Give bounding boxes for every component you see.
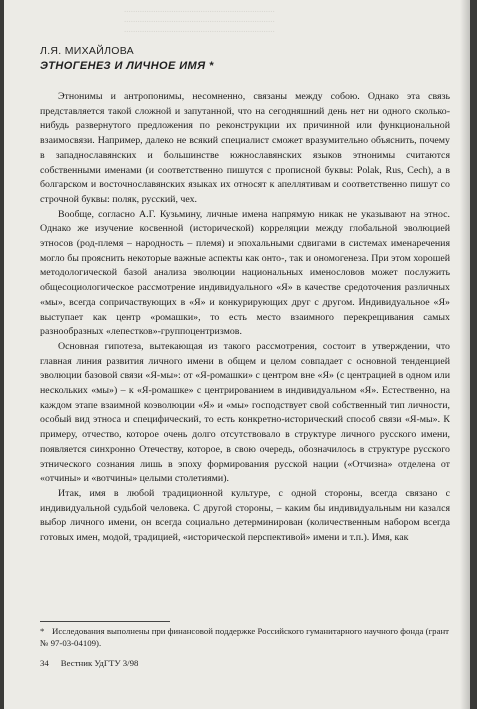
article-body [40,90,450,546]
article-title: ЭТНОГЕНЕЗ И ЛИЧНОЕ ИМЯ * [40,60,214,72]
paragraph: Этнонимы и антропонимы, несомненно, связаны между собою. Однако эта связь представляется такой сложной и запутанной, что на сегодняшний день нет ни одного сколько-нибудь развернутого предложения по реконструкции их причинной или функциональной взаимосвязи. Например, далеко не всякий специалист сможет вразумительно объяснить, почему в западнославянских и большинстве южнославянских языков этнонимы считаются собственными именами (и соответственно пишутся с прописной буквы: Polak, Rus, Cech), а в болгарском и восточнославянских языках их относят к апеллятивам и соответственно пишут со строчной буквы: поляк, русский, чех. [40,91,450,205]
footnote [40,625,450,649]
author-name: Л.Я. МИХАЙЛОВА [40,45,134,57]
paragraph: Вообще, согласно А.Г. Кузьмину, личные имена напрямую никак не указывают на этнос. Однако же изучение косвенной (исторической) корреляции между глобальной эволюцией этносов (род-племя – народность – племя) и эпохальными сдвигами в системах именаречения могло бы прояснить некоторые важные аспекты как онто-, так и ономогенеза. При этом хорошей методологической базой анализа эволюции национальных именословов может послужить общесоциологическое рассмотрение индивидуального «Я» в качестве средоточения различных «мы», всегда сопричаствующих в «Я» и конкурирующих друг с другом. Индивидуальное «Я» выступает как центр «ромашки», то есть место взаимного перекрещивания самых разнообразных «лепестков»-группоцентризмов. [40,208,450,338]
show-through-text: ................................................................... ................................................................... ................................................................... [124,4,275,34]
footnote-text: Исследования выполнены при финансовой поддержке Российского гуманитарного научного фонда (грант № 97-03-04109). [40,626,450,648]
paragraph: Итак, имя в любой традиционной культуре, с одной стороны, всегда связано с индивидуальной судьбой человека. С другой стороны, – каким бы индивидуальным ни казался выбор личного имени, он всегда социально детерминирован (количественным набором всегда готовых имен, модой, традицией, «исторической перспективой» имени и т.п.). Имя, как [40,487,450,544]
page-number: 34 [40,658,49,668]
footnote-marker: * [40,626,45,636]
footnote-divider [40,621,170,622]
page-footer [40,658,138,668]
paragraph: Основная гипотеза, вытекающая из такого рассмотрения, состоит в утверждении, что главная линия развития личного имени в общем и целом совпадает с основной тенденцией эволюции базовой связи «Я-мы»: от «Я-ромашки» с центром вне «Я» (с центрацией в одном или нескольких «мы») – к «Я-ромашке» с центрированием в индивидуальном «Я». Естественно, на каждом этапе взаимной коэволюции «Я» и «мы» господствует свой собственный тип личности, особый вид этноса и специфический, то есть конкретно-исторический способ связи «Я-мы». К примеру, отчество, которое очень долго отсутствовало в структуре личного русского имени, появляется синхронно Отечеству, которое, в свою очередь, обозначилось в структуре русского этнического сознания лишь в эпоху формирования русской нации («Отчизна» отделена от «отчины» и «вотчины» целыми столетиями). [40,340,450,485]
journal-name: Вестник УдГТУ 3/98 [60,658,139,668]
document-page [4,0,470,709]
